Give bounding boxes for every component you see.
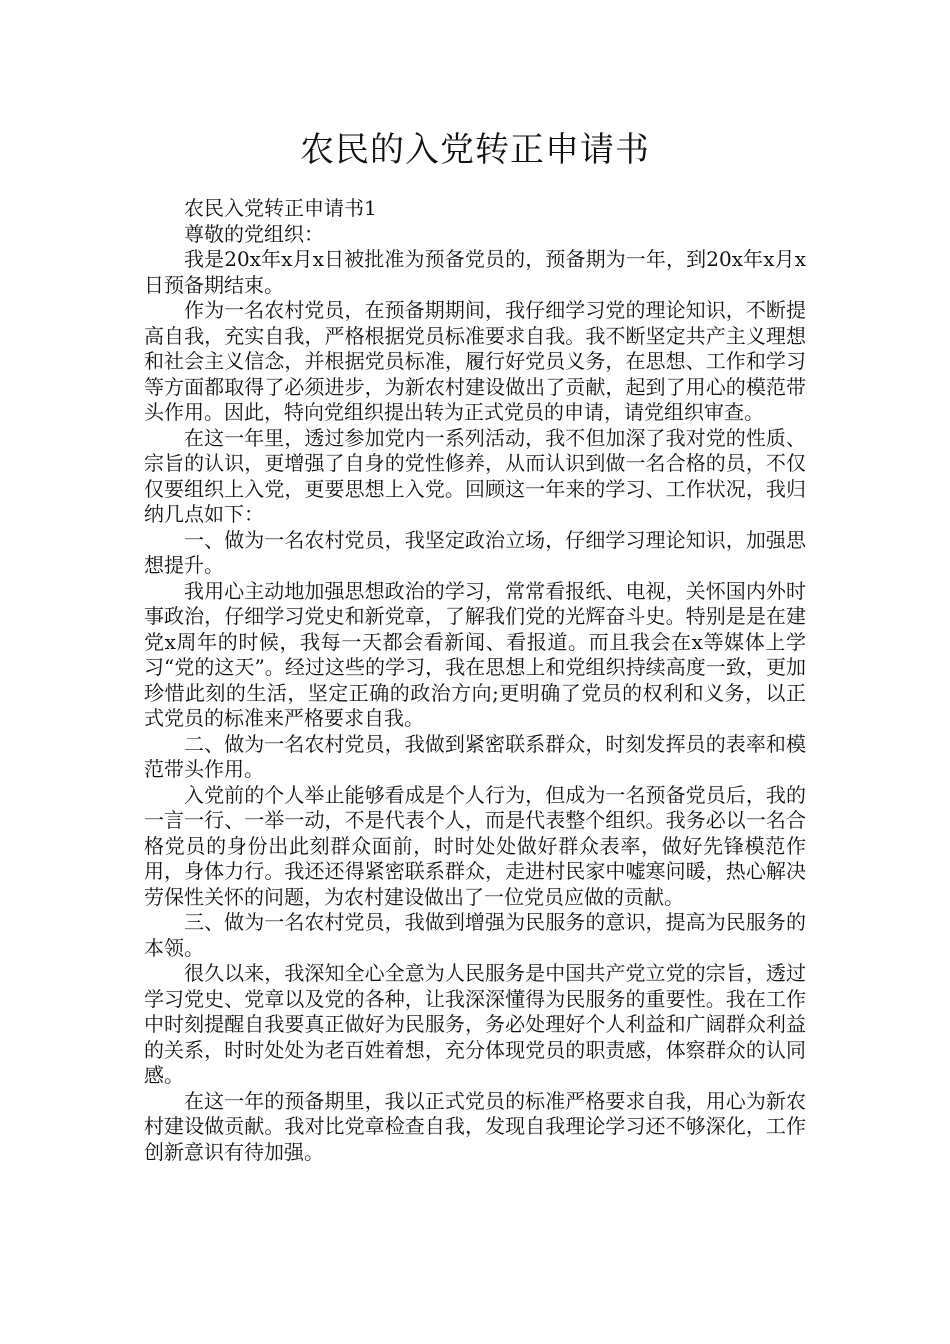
paragraph: 在这一年的预备期里，我以正式党员的标准严格要求自我，用心为新农村建设做贡献。我对比党章检查自我，发现自我理论学习还不够深化，工作创新意识有待加强。 [144, 1088, 806, 1164]
paragraph: 作为一名农村党员，在预备期期间，我仔细学习党的理论知识，不断提高自我，充实自我，严格根据党员标准要求自我。我不断坚定共产主义理想和社会主义信念，并根据党员标准，履行好党员义务，在思想、工作和学习等方面都取得了必须进步，为新农村建设做出了贡献，起到了用心的模范带头作用。因此，特向党组织提出转为正式党员的申请，请党组织审查。 [144, 298, 806, 424]
paragraph: 很久以来，我深知全心全意为人民服务是中国共产党立党的宗旨，透过学习党史、党章以及党的各种，让我深深懂得为民服务的重要性。我在工作中时刻提醒自我要真正做好为民服务，务必处理好个人利益和广阔群众利益的关系，时时处处为老百姓着想，充分体现党员的职责感，体察群众的认同感。 [144, 961, 806, 1087]
point-heading: 三、做为一名农村党员，我做到增强为民服务的意识，提高为民服务的本领。 [144, 910, 806, 960]
paragraph: 在这一年里，透过参加党内一系列活动，我不但加深了我对党的性质、宗旨的认识，更增强了自身的党性修养，从而认识到做一名合格的员，不仅仅要组织上入党，更要思想上入党。回顾这一年来的学习、工作状况，我归纳几点如下： [144, 425, 806, 526]
section-heading: 农民入党转正申请书1 [184, 196, 377, 220]
document-title: 农民的入党转正申请书 [300, 130, 650, 170]
document-body [144, 196, 806, 1165]
paragraph: 我用心主动地加强思想政治的学习，常常看报纸、电视，关怀国内外时事政治，仔细学习党史和新党章，了解我们党的光辉奋斗史。特别是是在建党x周年的时候，我每一天都会看新闻、看报道。而且我会在x等媒体上学习“党的这天”。经过这些的学习，我在思想上和党组织持续高度一致，更加珍惜此刻的生活，坚定正确的政治方向;更明确了党员的权利和义务，以正式党员的标准来严格要求自我。 [144, 578, 806, 730]
paragraph: 入党前的个人举止能够看成是个人行为，但成为一名预备党员后，我的一言一行、一举一动，不是代表个人，而是代表整个组织。我务必以一名合格党员的身份出此刻群众面前，时时处处做好群众表率，做好先锋模范作用，身体力行。我还还得紧密联系群众，走进村民家中嘘寒问暖，热心解决劳保性关怀的问题，为农村建设做出了一位党员应做的贡献。 [144, 782, 806, 909]
point-heading: 一、做为一名农村党员，我坚定政治立场，仔细学习理论知识，加强思想提升。 [144, 527, 806, 577]
paragraph: 我是20x年x月x日被批准为预备党员的，预备期为一年，到20x年x月x日预备期结束。 [144, 247, 806, 297]
salutation: 尊敬的党组织： [184, 221, 324, 246]
point-heading: 二、做为一名农村党员，我做到紧密联系群众，时刻发挥员的表率和模范带头作用。 [144, 731, 806, 781]
